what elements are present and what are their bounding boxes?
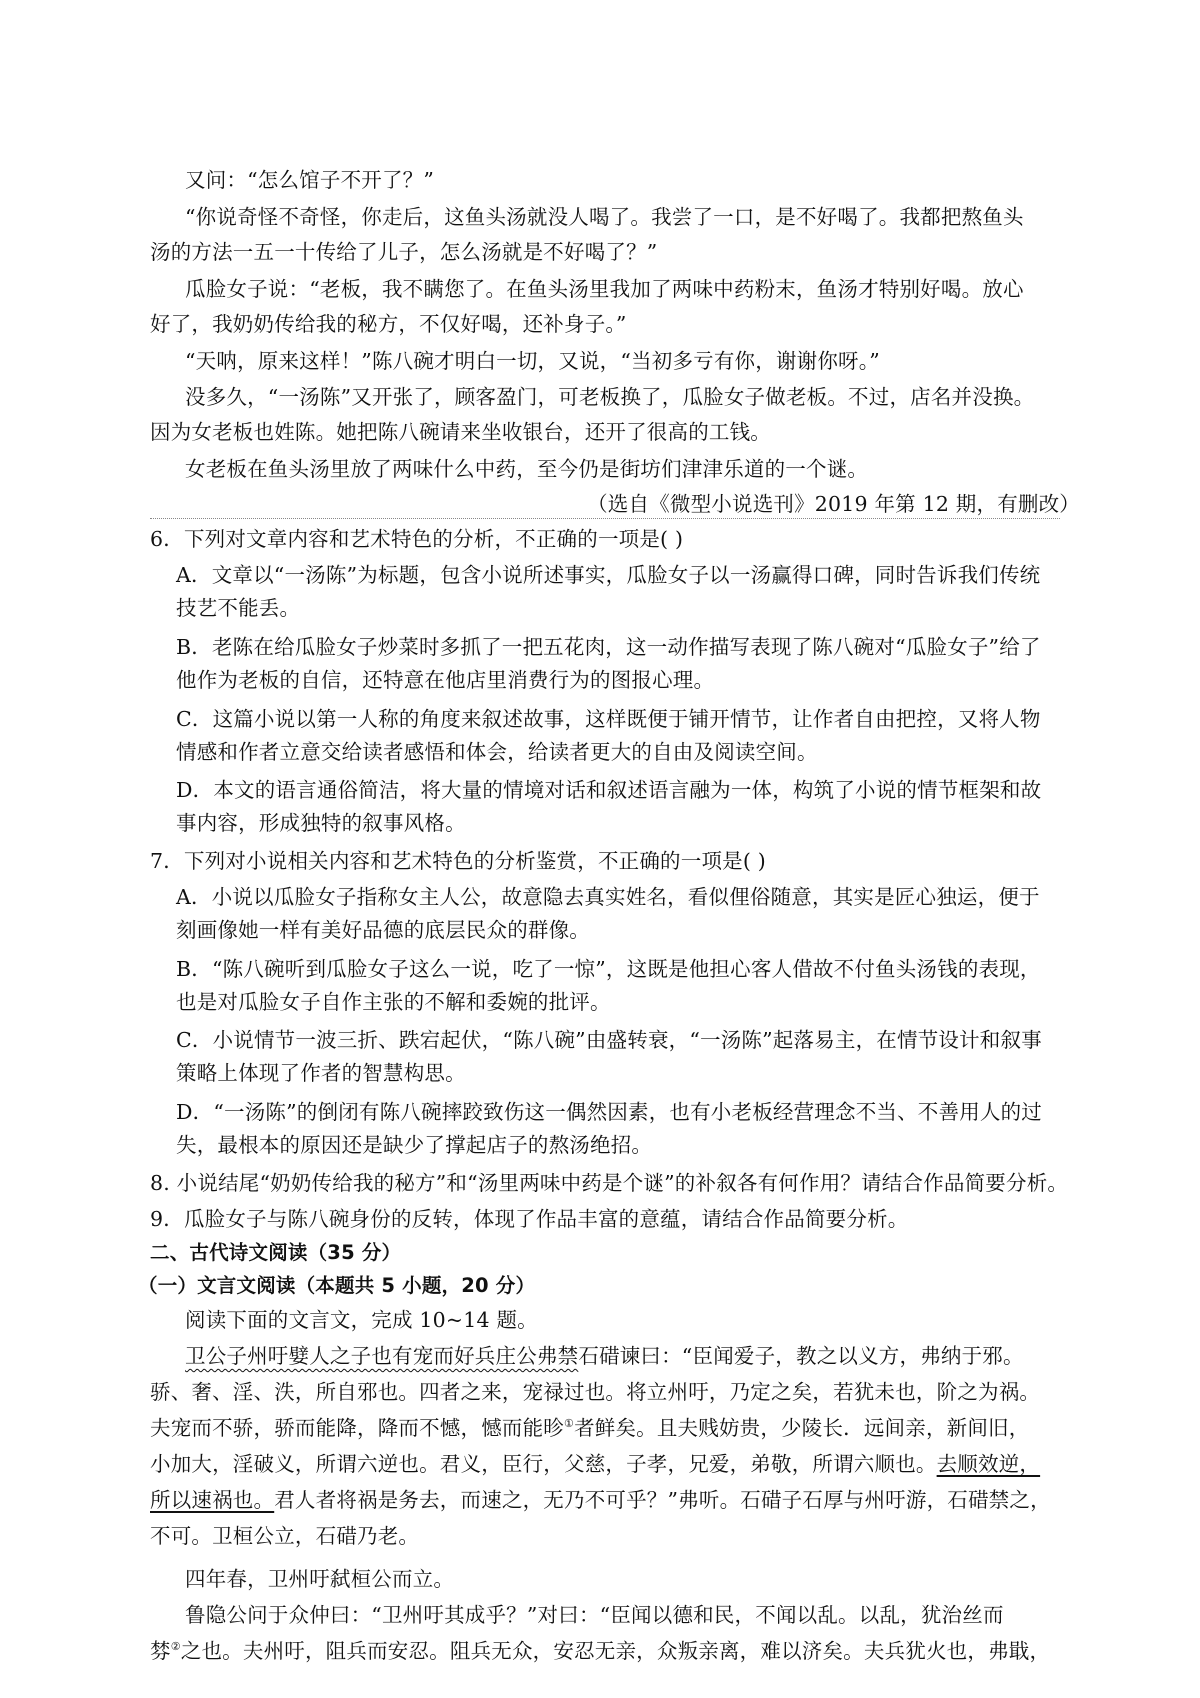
question-6-option-c: C．这篇小说以第一人称的角度来叙述故事，这样既便于铺开情节，让作者自由把控，又将人物 bbox=[176, 707, 1041, 731]
classical-text-line: 棼②之也。夫州吁，阻兵而安忍。阻兵无众，安忍无亲，众叛亲离，难以济矣。夫兵犹火也，弗戢， bbox=[150, 1639, 1051, 1663]
reading-instruction: 阅读下面的文言文，完成 10~14 题。 bbox=[185, 1308, 538, 1332]
classical-text-line: 骄、奢、淫、泆，所自邪也。四者之来，宠禄过也。将立州吁，乃定之矣，若犹未也，阶之为祸。 bbox=[150, 1380, 1041, 1404]
classical-text-line: 四年春，卫州吁弑桓公而立。 bbox=[185, 1567, 455, 1591]
classical-text-line: 小加大，淫破义，所谓六逆也。君义，臣行，父慈，子孝，兄爱，弟敬，所谓六顺也。去顺效逆， bbox=[150, 1452, 1041, 1476]
classical-text-line: 不可。卫桓公立，石碏乃老。 bbox=[150, 1524, 420, 1548]
question-7-option-a-cont: 刻画像她一样有美好品德的底层民众的群像。 bbox=[176, 918, 590, 942]
source-citation: （选自《微型小说选刊》2019 年第 12 期，有删改） bbox=[587, 492, 1080, 516]
classical-text-line: 所以速祸也。君人者将祸是务去，而速之，无乃不可乎？”弗听。石碏子石厚与州吁游，石碏禁之， bbox=[150, 1488, 1051, 1512]
footnote-marker: ① bbox=[564, 1417, 575, 1431]
question-6-option-a: A．文章以“一汤陈”为标题，包含小说所述事实，瓜脸女子以一汤赢得口碑，同时告诉我们传统 bbox=[176, 563, 1041, 587]
question-8: 8. 小说结尾“奶奶传给我的秘方”和“汤里两味中药是个谜”的补叙各有何作用？请结合作品简要分析。 bbox=[150, 1171, 1069, 1195]
question-6-option-d-cont: 事内容，形成独特的叙事风格。 bbox=[176, 811, 466, 835]
dotted-divider bbox=[150, 518, 1060, 519]
punctuation-underline-segment: 卫公子州吁嬖人之子也有宠而好兵庄公弗禁 bbox=[185, 1344, 579, 1368]
question-7-option-b: B．“陈八碗听到瓜脸女子这么一说，吃了一惊”，这既是他担心客人借故不付鱼头汤钱的表现， bbox=[176, 957, 1041, 981]
story-paragraph-cont: 汤的方法一五一十传给了儿子，怎么汤就是不好喝了？” bbox=[150, 240, 658, 264]
classical-text-line: 鲁隐公问于众仲曰：“卫州吁其成乎？”对曰：“臣闻以德和民，不闻以乱。以乱，犹治丝而 bbox=[185, 1603, 1004, 1627]
question-6-option-c-cont: 情感和作者立意交给读者感悟和体会，给读者更大的自由及阅读空间。 bbox=[176, 740, 818, 764]
story-paragraph-cont: 好了，我奶奶传给我的秘方，不仅好喝，还补身子。” bbox=[150, 312, 627, 336]
question-6-stem: 6．下列对文章内容和艺术特色的分析，不正确的一项是( ) bbox=[150, 527, 684, 551]
story-paragraph: 女老板在鱼头汤里放了两味什么中药，至今仍是街坊们津津乐道的一个谜。 bbox=[185, 457, 869, 481]
story-paragraph: “你说奇怪不奇怪，你走后，这鱼头汤就没人喝了。我尝了一口，是不好喝了。我都把熬鱼头 bbox=[185, 205, 1024, 229]
story-paragraph: 没多久，“一汤陈”又开张了，顾客盈门，可老板换了，瓜脸女子做老板。不过，店名并没换。 bbox=[185, 385, 1035, 409]
translation-underline-segment: 所以速祸也。 bbox=[150, 1488, 275, 1512]
question-6-option-d: D．本文的语言通俗简洁，将大量的情境对话和叙述语言融为一体，构筑了小说的情节框架和故 bbox=[176, 778, 1042, 802]
question-6-option-a-cont: 技艺不能丢。 bbox=[176, 596, 301, 620]
question-7-option-c-cont: 策略上体现了作者的智慧构思。 bbox=[176, 1061, 466, 1085]
question-7-stem: 7．下列对小说相关内容和艺术特色的分析鉴赏，不正确的一项是( ) bbox=[150, 849, 766, 873]
section-heading: 二、古代诗文阅读（35 分） bbox=[150, 1241, 402, 1264]
footnote-marker: ② bbox=[170, 1640, 181, 1654]
classical-text-line: 夫宠而不骄，骄而能降，降而不憾，憾而能昣①者鲜矣。且夫贱妨贵，少陵长．远间亲，新间旧， bbox=[150, 1416, 1030, 1440]
question-6-option-b: B．老陈在给瓜脸女子炒菜时多抓了一把五花肉，这一动作描写表现了陈八碗对“瓜脸女子”给了 bbox=[176, 635, 1041, 659]
question-9: 9．瓜脸女子与陈八碗身份的反转，体现了作品丰富的意蕴，请结合作品简要分析。 bbox=[150, 1207, 909, 1231]
translation-underline-segment: 去顺效逆， bbox=[936, 1452, 1041, 1476]
story-paragraph-cont: 因为女老板也姓陈。她把陈八碗请来坐收银台，还开了很高的工钱。 bbox=[150, 420, 771, 444]
story-paragraph: 又问：“怎么馆子不开了？” bbox=[185, 168, 435, 192]
question-7-option-d-cont: 失，最根本的原因还是缺少了撑起店子的熬汤绝招。 bbox=[176, 1133, 653, 1157]
story-paragraph: 瓜脸女子说：“老板，我不瞒您了。在鱼头汤里我加了两味中药粉末，鱼汤才特别好喝。放心 bbox=[185, 277, 1024, 301]
question-7-option-c: C．小说情节一波三折、跌宕起伏，“陈八碗”由盛转衰，“一汤陈”起落易主，在情节设计和叙事 bbox=[176, 1028, 1042, 1052]
question-7-option-b-cont: 也是对瓜脸女子自作主张的不解和委婉的批评。 bbox=[176, 990, 611, 1014]
question-6-option-b-cont: 他作为老板的自信，还特意在他店里消费行为的图报心理。 bbox=[176, 668, 715, 692]
question-7-option-d: D．“一汤陈”的倒闭有陈八碗摔跤致伤这一偶然因素，也有小老板经营理念不当、不善用人的过 bbox=[176, 1100, 1042, 1124]
subsection-heading: （一）文言文阅读（本题共 5 小题，20 分） bbox=[138, 1274, 536, 1297]
classical-text-line: 卫公子州吁嬖人之子也有宠而好兵庄公弗禁石碏谏曰：“臣闻爱子，教之以义方，弗纳于邪。 bbox=[185, 1344, 1024, 1368]
question-7-option-a: A．小说以瓜脸女子指称女主人公，故意隐去真实姓名，看似俚俗随意，其实是匠心独运，便于 bbox=[176, 885, 1040, 909]
story-paragraph: “天呐，原来这样！”陈八碗才明白一切，又说，“当初多亏有你，谢谢你呀。” bbox=[185, 349, 880, 373]
